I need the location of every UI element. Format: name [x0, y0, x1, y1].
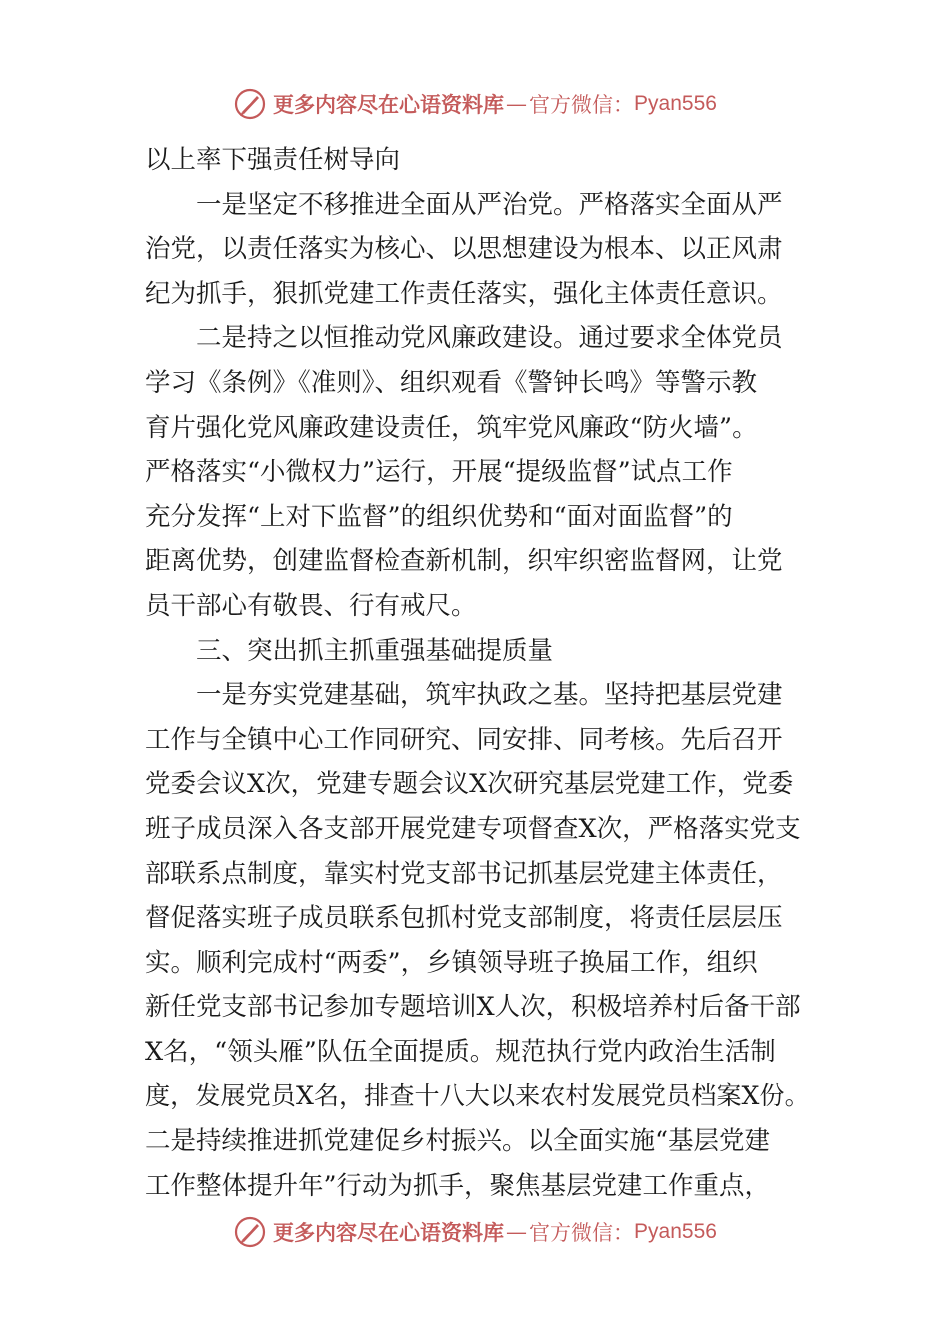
text-line: 工作与全镇中心工作同研究、同安排、同考核。先后召开: [145, 724, 783, 755]
text-line: 督促落实班子成员联系包抓村党支部制度，将责任层层压: [145, 903, 783, 934]
watermark-label: 官方微信：: [529, 1221, 635, 1245]
header-watermark: [0, 84, 950, 124]
text-line: 育片强化党风廉政建设责任，筑牢党风廉政“防火墙”。: [145, 412, 758, 443]
text-line: 部联系点制度，靠实村党支部书记抓基层党建主体责任，: [145, 858, 783, 889]
text-line: 二是持之以恒推动党风廉政建设。通过要求全体党员: [196, 323, 783, 354]
text-line: X名，“领头雁”队伍全面提质。规范执行党内政治生活制: [145, 1036, 776, 1067]
watermark-separator: —: [506, 92, 528, 116]
text-line: 班子成员深入各支部开展党建专项督查X次，严格落实党支: [145, 813, 801, 844]
text-line: 严格落实“小微权力”运行，开展“提级监督”试点工作: [145, 457, 733, 488]
text-line: 纪为抓手，狠抓党建工作责任落实，强化主体责任意识。: [145, 278, 783, 309]
text-line: 一是夯实党建基础，筑牢执政之基。坚持把基层党建: [196, 680, 783, 711]
watermark-separator: —: [506, 1220, 528, 1244]
watermark-handle: Pyan556: [634, 1220, 717, 1243]
text-line: 距离优势，创建监督检查新机制，织牢织密监督网，让党: [145, 546, 783, 577]
text-line: 二是持续推进抓党建促乡村振兴。以全面实施“基层党建: [145, 1126, 771, 1157]
watermark-label: 官方微信：: [529, 93, 635, 117]
watermark-brand: 更多内容尽在心语资料库: [273, 1220, 505, 1245]
footer-watermark: [0, 1212, 950, 1252]
text-line: 三、突出抓主抓重强基础提质量: [196, 635, 554, 666]
text-line: 实。顺利完成村“两委”，乡镇领导班子换届工作，组织: [145, 947, 758, 978]
quill-pen-icon: [233, 1215, 267, 1249]
text-line: 新任党支部书记参加专题培训X人次，积极培养村后备干部: [145, 992, 801, 1023]
text-line: 充分发挥“上对下监督”的组织优势和“面对面监督”的: [145, 501, 733, 532]
quill-pen-icon: [233, 87, 267, 121]
document-body: [145, 138, 810, 1208]
text-line: 度，发展党员X名，排查十八大以来农村发展党员档案X份。: [145, 1081, 810, 1111]
text-line: 员干部心有敬畏、行有戒尺。: [145, 590, 477, 621]
text-line: 治党，以责任落实为核心、以思想建设为根本、以正风肃: [145, 234, 783, 265]
text-line: 工作整体提升年”行动为抓手，聚焦基层党建工作重点，: [145, 1170, 771, 1201]
text-line: 以上率下强责任树导向: [145, 145, 401, 175]
text-line: 一是坚定不移推进全面从严治党。严格落实全面从严: [196, 189, 783, 220]
text-line: 学习《条例》《准则》、组织观看《警钟长鸣》等警示教: [145, 367, 758, 398]
text-line: 党委会议X次，党建专题会议X次研究基层党建工作，党委: [145, 769, 794, 800]
watermark-brand: 更多内容尽在心语资料库: [273, 92, 505, 117]
watermark-handle: Pyan556: [634, 92, 717, 115]
